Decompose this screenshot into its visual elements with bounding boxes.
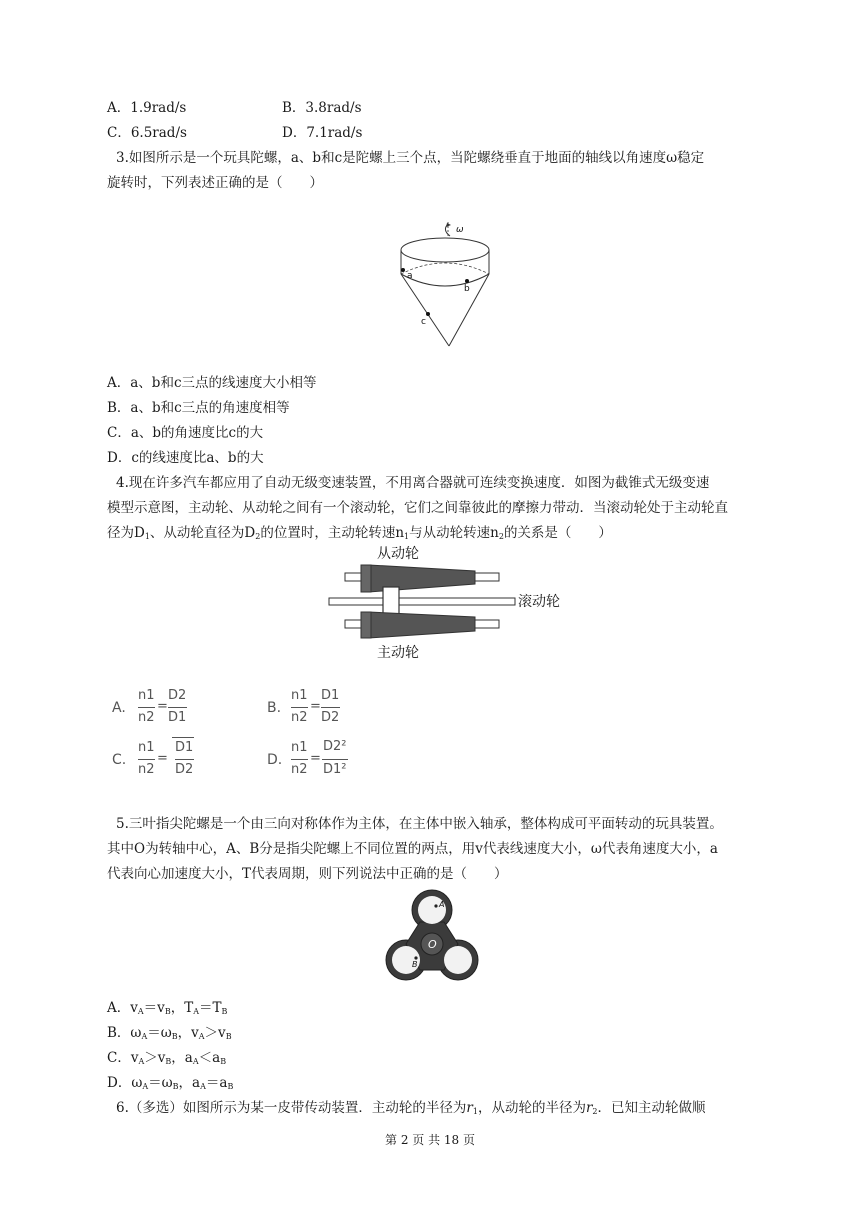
q5-option-d: D．$\omega_A=\omega_B$，$a_A=a_B$ — [107, 1075, 234, 1091]
cvt-diagram — [325, 540, 575, 665]
q4-option-a: A. n1 n2 = D2 D1 — [112, 688, 187, 725]
point-a-marker — [401, 268, 405, 272]
point-c-marker — [426, 312, 430, 316]
point-c-label: c — [421, 317, 426, 327]
q4-stem-line1: 4.现在许多汽车都应用了自动无级变速装置，不用离合器就可连续变换速度．如图为截锥式无级变速 — [116, 475, 710, 491]
page-footer: 第 2 页 共 18 页 — [385, 1133, 475, 1147]
q5-option-a: A．$v_A=v_B$，$T_A=T_B$ — [107, 1000, 228, 1016]
q2-option-a: A．1.9rad/s — [107, 100, 187, 116]
q5-option-b: B．$\omega_A=\omega_B$，$v_A>v_B$ — [107, 1025, 232, 1041]
driver-wheel-label: 主动轮 — [377, 645, 419, 661]
point-A-marker — [434, 904, 437, 907]
axis-O-label: O — [428, 938, 437, 951]
q4-stem-line2: 模型示意图，主动轮、从动轮之间有一个滚动轮，它们之间靠彼此的摩擦力带动．当滚动轮处于主动轮直 — [107, 500, 728, 516]
sqrt-overline — [172, 737, 194, 738]
point-A-label: A — [439, 900, 445, 909]
q3-option-a: A．a、b和c三点的线速度大小相等 — [107, 375, 317, 391]
omega-label: ω — [456, 225, 464, 235]
q5-stem-line3: 代表向心加速度大小，T代表周期，则下列说法中正确的是（ ） — [107, 866, 508, 882]
point-b-marker — [465, 279, 469, 283]
q3-option-d: D．c的线速度比a、b的大 — [107, 450, 264, 466]
q4-stem-line3: 径为$D_1$、从动轮直径为$D_2$的位置时，主动轮转速$n_1$与从动轮转速$n_2$的关系是（ ） — [107, 525, 612, 541]
point-b-label: b — [464, 284, 470, 294]
spinning-top-figure — [390, 218, 500, 350]
q4-option-c: C. n1 n2 = D1 D2 — [112, 736, 222, 784]
q2-option-d: D．7.1rad/s — [282, 125, 363, 141]
q6-stem-line1: 6.（多选）如图所示为某一皮带传动装置．主动轮的半径为$r_1$，从动轮的半径为$r_2$．已知主动轮做顺 — [116, 1100, 706, 1116]
q3-stem-line1: 3.如图所示是一个玩具陀螺，a、b和c是陀螺上三个点，当陀螺绕垂直于地面的轴线以角速度ω稳定 — [116, 150, 705, 166]
q3-stem-line2: 旋转时，下列表述正确的是（ ） — [107, 175, 323, 191]
fidget-spinner-figure — [384, 888, 480, 986]
roller-wheel-label: 滚动轮 — [518, 594, 560, 610]
q3-option-c: C．a、b的角速度比c的大 — [107, 425, 264, 441]
point-B-label: B — [412, 960, 418, 969]
q4-option-b: B. n1 n2 = D1 D2 — [267, 688, 340, 725]
driven-wheel-label: 从动轮 — [377, 546, 419, 562]
q4-option-d: D. n1 n2 = D2² D1² — [267, 739, 347, 777]
q2-option-c: C．6.5rad/s — [107, 125, 187, 141]
q2-option-b: B．3.8rad/s — [282, 100, 362, 116]
point-a-label: a — [407, 271, 413, 281]
q3-option-b: B．a、b和c三点的角速度相等 — [107, 400, 290, 416]
q5-stem-line1: 5.三叶指尖陀螺是一个由三向对称体作为主体，在主体中嵌入轴承，整体构成可平面转动的玩具装置。 — [116, 816, 723, 832]
q5-stem-line2: 其中O为转轴中心，A、B分是指尖陀螺上不同位置的两点，用v代表线速度大小，ω代表角速度大小，a — [107, 841, 718, 857]
q5-option-c: C．$v_A>v_B$，$a_A<a_B$ — [107, 1050, 227, 1066]
